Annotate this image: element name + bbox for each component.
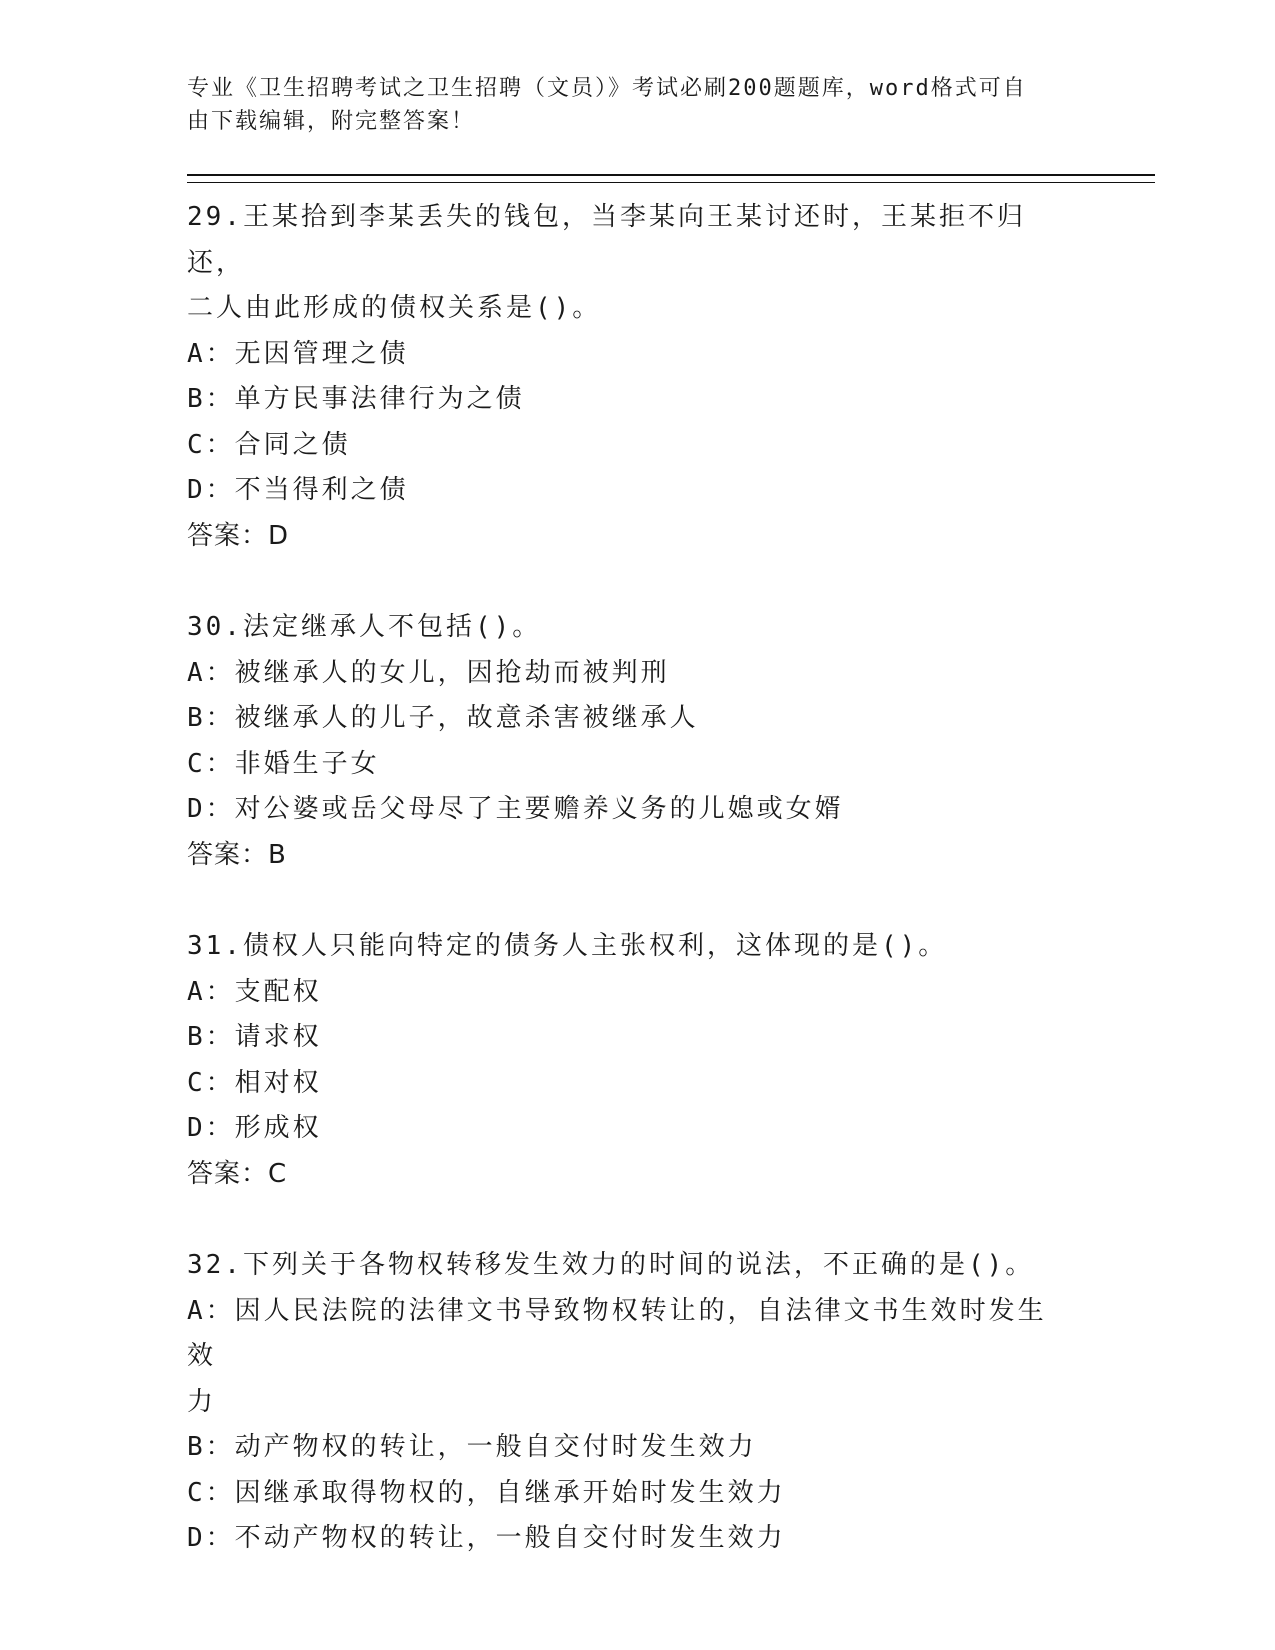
option-c: C：相对权 (187, 1067, 322, 1098)
document-header (187, 72, 1067, 138)
option-c: C：合同之债 (187, 429, 351, 460)
question-31 (187, 924, 1157, 1197)
option-d: D：不动产物权的转让，一般自交付时发生效力 (187, 1523, 786, 1553)
question-stem: 30.法定继承人不包括()。 (187, 612, 542, 642)
option-c: C：因继承取得物权的，自继承开始时发生效力 (187, 1477, 786, 1508)
option-d: D：对公婆或岳父母尽了主要赡养义务的儿媳或女婿 (187, 794, 844, 824)
question-stem: 32.下列关于各物权转移发生效力的时间的说法，不正确的是()。 (187, 1250, 1035, 1280)
header-line-2: 由下载编辑，附完整答案！ (187, 109, 476, 134)
option-a: A：被继承人的女儿，因抢劫而被判刑 (187, 657, 670, 688)
answer-line: 答案：C (187, 1158, 288, 1189)
question-30 (187, 605, 1157, 878)
header-divider (187, 174, 1155, 183)
answer-line: 答案：D (187, 520, 290, 551)
option-d: D：形成权 (187, 1113, 322, 1143)
option-c: C：非婚生子女 (187, 748, 380, 779)
answer-line: 答案：B (187, 839, 287, 870)
header-line-1: 专业《卫生招聘考试之卫生招聘（文员）》考试必刷200题题库，word格式可自 (187, 76, 1027, 101)
question-stem: 29.王某拾到李某丢失的钱包，当李某向王某讨还时，王某拒不归还， (187, 202, 1026, 278)
option-b: B：被继承人的儿子，故意杀害被继承人 (187, 703, 699, 733)
question-32 (187, 1243, 1157, 1562)
option-a: A：支配权 (187, 976, 322, 1007)
document-page (187, 72, 1157, 1562)
option-b: B：动产物权的转让，一般自交付时发生效力 (187, 1432, 757, 1462)
option-a: A：无因管理之债 (187, 338, 409, 369)
option-d: D：不当得利之债 (187, 475, 409, 505)
option-a: A：因人民法院的法律文书导致物权转让的，自法律文书生效时发生效 (187, 1295, 1047, 1371)
question-stem: 31.债权人只能向特定的债务人主张权利，这体现的是()。 (187, 931, 948, 961)
option-b: B：单方民事法律行为之债 (187, 384, 525, 414)
question-stem-continued: 二人由此形成的债权关系是()。 (187, 293, 602, 323)
question-29 (187, 195, 1157, 559)
option-b: B：请求权 (187, 1022, 322, 1052)
option-a-continued: 力 (187, 1386, 217, 1417)
